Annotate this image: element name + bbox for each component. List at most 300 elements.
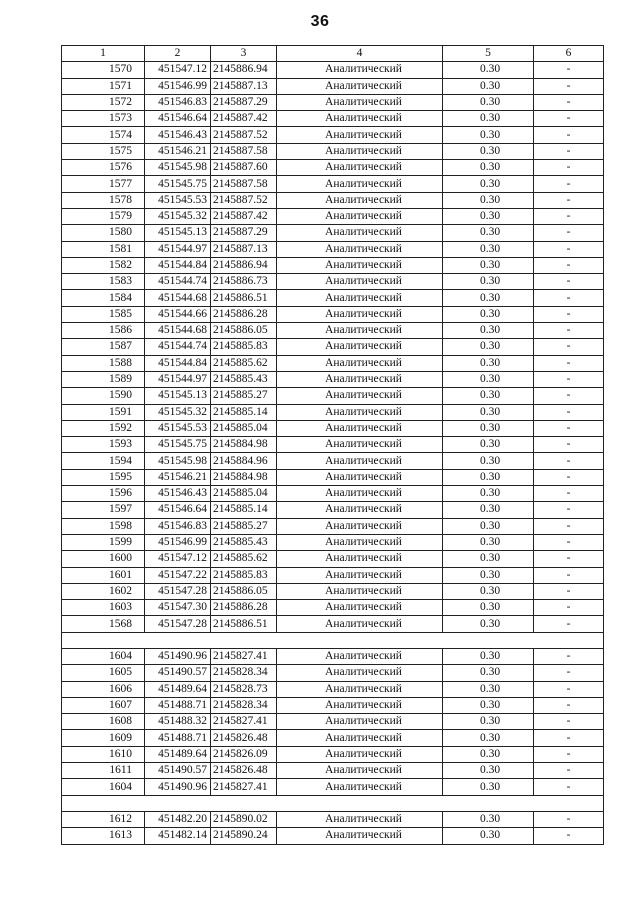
note-cell: - [534, 779, 604, 795]
x-coordinate-cell: 451545.98 [145, 453, 211, 469]
y-coordinate-cell: 2145886.51 [211, 616, 277, 632]
x-coordinate-cell: 451546.83 [145, 518, 211, 534]
x-coordinate-cell: 451546.64 [145, 502, 211, 518]
note-cell: - [534, 111, 604, 127]
y-coordinate-cell: 2145887.58 [211, 176, 277, 192]
method-cell: Аналитический [277, 763, 443, 779]
accuracy-cell: 0.30 [443, 828, 534, 844]
accuracy-cell: 0.30 [443, 290, 534, 306]
note-cell: - [534, 274, 604, 290]
column-header: 5 [443, 46, 534, 62]
y-coordinate-cell: 2145826.48 [211, 763, 277, 779]
method-cell: Аналитический [277, 111, 443, 127]
method-cell: Аналитический [277, 811, 443, 827]
method-cell: Аналитический [277, 567, 443, 583]
x-coordinate-cell: 451544.66 [145, 306, 211, 322]
point-number-cell: 1587 [62, 339, 145, 355]
note-cell: - [534, 94, 604, 110]
y-coordinate-cell: 2145886.51 [211, 290, 277, 306]
point-number-cell: 1604 [62, 648, 145, 664]
point-number-cell: 1603 [62, 600, 145, 616]
method-cell: Аналитический [277, 648, 443, 664]
x-coordinate-cell: 451544.97 [145, 371, 211, 387]
note-cell: - [534, 502, 604, 518]
accuracy-cell: 0.30 [443, 323, 534, 339]
table-row [62, 241, 604, 257]
table-row [62, 697, 604, 713]
table-row [62, 828, 604, 844]
point-number-cell: 1593 [62, 437, 145, 453]
y-coordinate-cell: 2145827.41 [211, 648, 277, 664]
method-cell: Аналитический [277, 437, 443, 453]
y-coordinate-cell: 2145885.62 [211, 355, 277, 371]
table-row [62, 225, 604, 241]
y-coordinate-cell: 2145827.41 [211, 779, 277, 795]
y-coordinate-cell: 2145885.83 [211, 567, 277, 583]
y-coordinate-cell: 2145885.43 [211, 534, 277, 550]
method-cell: Аналитический [277, 681, 443, 697]
x-coordinate-cell: 451546.99 [145, 534, 211, 550]
y-coordinate-cell: 2145885.14 [211, 502, 277, 518]
x-coordinate-cell: 451489.64 [145, 746, 211, 762]
method-cell: Аналитический [277, 518, 443, 534]
table-row [62, 78, 604, 94]
accuracy-cell: 0.30 [443, 143, 534, 159]
table-row [62, 355, 604, 371]
table-row [62, 323, 604, 339]
note-cell: - [534, 534, 604, 550]
accuracy-cell: 0.30 [443, 274, 534, 290]
group-separator-row [62, 795, 604, 811]
y-coordinate-cell: 2145885.43 [211, 371, 277, 387]
accuracy-cell: 0.30 [443, 339, 534, 355]
y-coordinate-cell: 2145890.02 [211, 811, 277, 827]
y-coordinate-cell: 2145885.04 [211, 420, 277, 436]
method-cell: Аналитический [277, 192, 443, 208]
method-cell: Аналитический [277, 371, 443, 387]
note-cell: - [534, 648, 604, 664]
note-cell: - [534, 811, 604, 827]
table-row [62, 616, 604, 632]
y-coordinate-cell: 2145885.04 [211, 486, 277, 502]
x-coordinate-cell: 451547.28 [145, 583, 211, 599]
y-coordinate-cell: 2145890.24 [211, 828, 277, 844]
table-row [62, 486, 604, 502]
accuracy-cell: 0.30 [443, 746, 534, 762]
x-coordinate-cell: 451545.98 [145, 160, 211, 176]
accuracy-cell: 0.30 [443, 437, 534, 453]
table-row [62, 143, 604, 159]
x-coordinate-cell: 451544.68 [145, 290, 211, 306]
method-cell: Аналитический [277, 486, 443, 502]
accuracy-cell: 0.30 [443, 469, 534, 485]
group-separator-row [62, 632, 604, 648]
method-cell: Аналитический [277, 551, 443, 567]
coordinates-table [61, 45, 604, 845]
x-coordinate-cell: 451544.68 [145, 323, 211, 339]
note-cell: - [534, 78, 604, 94]
x-coordinate-cell: 451545.75 [145, 176, 211, 192]
x-coordinate-cell: 451488.32 [145, 714, 211, 730]
y-coordinate-cell: 2145886.05 [211, 323, 277, 339]
note-cell: - [534, 600, 604, 616]
table-row [62, 420, 604, 436]
note-cell: - [534, 371, 604, 387]
accuracy-cell: 0.30 [443, 534, 534, 550]
note-cell: - [534, 388, 604, 404]
table-row [62, 583, 604, 599]
point-number-cell: 1608 [62, 714, 145, 730]
accuracy-cell: 0.30 [443, 453, 534, 469]
accuracy-cell: 0.30 [443, 94, 534, 110]
accuracy-cell: 0.30 [443, 763, 534, 779]
accuracy-cell: 0.30 [443, 648, 534, 664]
note-cell: - [534, 306, 604, 322]
table-row [62, 648, 604, 664]
accuracy-cell: 0.30 [443, 518, 534, 534]
table-row [62, 551, 604, 567]
table-row [62, 714, 604, 730]
table-row [62, 62, 604, 78]
accuracy-cell: 0.30 [443, 665, 534, 681]
accuracy-cell: 0.30 [443, 160, 534, 176]
x-coordinate-cell: 451544.74 [145, 339, 211, 355]
method-cell: Аналитический [277, 730, 443, 746]
accuracy-cell: 0.30 [443, 404, 534, 420]
y-coordinate-cell: 2145887.13 [211, 78, 277, 94]
method-cell: Аналитический [277, 94, 443, 110]
y-coordinate-cell: 2145887.29 [211, 94, 277, 110]
note-cell: - [534, 355, 604, 371]
point-number-cell: 1605 [62, 665, 145, 681]
point-number-cell: 1597 [62, 502, 145, 518]
table-row [62, 208, 604, 224]
y-coordinate-cell: 2145887.13 [211, 241, 277, 257]
point-number-cell: 1607 [62, 697, 145, 713]
point-number-cell: 1583 [62, 274, 145, 290]
y-coordinate-cell: 2145885.83 [211, 339, 277, 355]
x-coordinate-cell: 451547.28 [145, 616, 211, 632]
accuracy-cell: 0.30 [443, 192, 534, 208]
point-number-cell: 1610 [62, 746, 145, 762]
note-cell: - [534, 437, 604, 453]
note-cell: - [534, 486, 604, 502]
column-header: 6 [534, 46, 604, 62]
method-cell: Аналитический [277, 420, 443, 436]
x-coordinate-cell: 451482.14 [145, 828, 211, 844]
column-header: 2 [145, 46, 211, 62]
x-coordinate-cell: 451546.99 [145, 78, 211, 94]
separator-cell [62, 795, 604, 811]
method-cell: Аналитический [277, 355, 443, 371]
accuracy-cell: 0.30 [443, 567, 534, 583]
x-coordinate-cell: 451545.13 [145, 388, 211, 404]
point-number-cell: 1568 [62, 616, 145, 632]
point-number-cell: 1586 [62, 323, 145, 339]
method-cell: Аналитический [277, 714, 443, 730]
note-cell: - [534, 551, 604, 567]
point-number-cell: 1582 [62, 257, 145, 273]
page-number: 36 [310, 13, 330, 30]
point-number-cell: 1574 [62, 127, 145, 143]
note-cell: - [534, 681, 604, 697]
table-row [62, 779, 604, 795]
method-cell: Аналитический [277, 176, 443, 192]
y-coordinate-cell: 2145886.94 [211, 62, 277, 78]
accuracy-cell: 0.30 [443, 779, 534, 795]
point-number-cell: 1604 [62, 779, 145, 795]
y-coordinate-cell: 2145887.52 [211, 192, 277, 208]
x-coordinate-cell: 451544.74 [145, 274, 211, 290]
point-number-cell: 1611 [62, 763, 145, 779]
accuracy-cell: 0.30 [443, 583, 534, 599]
accuracy-cell: 0.30 [443, 78, 534, 94]
x-coordinate-cell: 451547.22 [145, 567, 211, 583]
note-cell: - [534, 730, 604, 746]
y-coordinate-cell: 2145828.34 [211, 697, 277, 713]
method-cell: Аналитический [277, 469, 443, 485]
y-coordinate-cell: 2145885.27 [211, 518, 277, 534]
table-row [62, 127, 604, 143]
point-number-cell: 1580 [62, 225, 145, 241]
column-header: 3 [211, 46, 277, 62]
point-number-cell: 1575 [62, 143, 145, 159]
x-coordinate-cell: 451488.71 [145, 697, 211, 713]
method-cell: Аналитический [277, 208, 443, 224]
column-header: 4 [277, 46, 443, 62]
note-cell: - [534, 257, 604, 273]
note-cell: - [534, 208, 604, 224]
table-row [62, 371, 604, 387]
accuracy-cell: 0.30 [443, 600, 534, 616]
column-header: 1 [62, 46, 145, 62]
method-cell: Аналитический [277, 665, 443, 681]
method-cell: Аналитический [277, 143, 443, 159]
y-coordinate-cell: 2145887.42 [211, 111, 277, 127]
method-cell: Аналитический [277, 534, 443, 550]
point-number-cell: 1613 [62, 828, 145, 844]
method-cell: Аналитический [277, 62, 443, 78]
point-number-cell: 1573 [62, 111, 145, 127]
accuracy-cell: 0.30 [443, 306, 534, 322]
table-row [62, 502, 604, 518]
y-coordinate-cell: 2145887.29 [211, 225, 277, 241]
point-number-cell: 1609 [62, 730, 145, 746]
method-cell: Аналитический [277, 160, 443, 176]
table-row [62, 453, 604, 469]
point-number-cell: 1602 [62, 583, 145, 599]
x-coordinate-cell: 451546.43 [145, 127, 211, 143]
note-cell: - [534, 828, 604, 844]
y-coordinate-cell: 2145828.73 [211, 681, 277, 697]
table-row [62, 274, 604, 290]
point-number-cell: 1572 [62, 94, 145, 110]
point-number-cell: 1599 [62, 534, 145, 550]
note-cell: - [534, 241, 604, 257]
note-cell: - [534, 339, 604, 355]
accuracy-cell: 0.30 [443, 502, 534, 518]
point-number-cell: 1578 [62, 192, 145, 208]
method-cell: Аналитический [277, 306, 443, 322]
x-coordinate-cell: 451546.64 [145, 111, 211, 127]
method-cell: Аналитический [277, 290, 443, 306]
note-cell: - [534, 143, 604, 159]
note-cell: - [534, 192, 604, 208]
x-coordinate-cell: 451544.97 [145, 241, 211, 257]
accuracy-cell: 0.30 [443, 616, 534, 632]
method-cell: Аналитический [277, 241, 443, 257]
table-row [62, 600, 604, 616]
y-coordinate-cell: 2145886.28 [211, 306, 277, 322]
method-cell: Аналитический [277, 828, 443, 844]
x-coordinate-cell: 451547.12 [145, 551, 211, 567]
table-row [62, 176, 604, 192]
note-cell: - [534, 225, 604, 241]
y-coordinate-cell: 2145886.05 [211, 583, 277, 599]
y-coordinate-cell: 2145884.98 [211, 437, 277, 453]
point-number-cell: 1588 [62, 355, 145, 371]
note-cell: - [534, 665, 604, 681]
note-cell: - [534, 453, 604, 469]
point-number-cell: 1601 [62, 567, 145, 583]
y-coordinate-cell: 2145884.96 [211, 453, 277, 469]
note-cell: - [534, 616, 604, 632]
accuracy-cell: 0.30 [443, 176, 534, 192]
note-cell: - [534, 583, 604, 599]
x-coordinate-cell: 451545.53 [145, 420, 211, 436]
point-number-cell: 1571 [62, 78, 145, 94]
table-row [62, 567, 604, 583]
accuracy-cell: 0.30 [443, 388, 534, 404]
accuracy-cell: 0.30 [443, 355, 534, 371]
note-cell: - [534, 567, 604, 583]
note-cell: - [534, 62, 604, 78]
method-cell: Аналитический [277, 453, 443, 469]
point-number-cell: 1594 [62, 453, 145, 469]
x-coordinate-cell: 451545.13 [145, 225, 211, 241]
point-number-cell: 1612 [62, 811, 145, 827]
y-coordinate-cell: 2145886.94 [211, 257, 277, 273]
table-row [62, 111, 604, 127]
table-row [62, 306, 604, 322]
point-number-cell: 1581 [62, 241, 145, 257]
x-coordinate-cell: 451489.64 [145, 681, 211, 697]
table-row [62, 665, 604, 681]
method-cell: Аналитический [277, 404, 443, 420]
method-cell: Аналитический [277, 388, 443, 404]
method-cell: Аналитический [277, 779, 443, 795]
point-number-cell: 1600 [62, 551, 145, 567]
accuracy-cell: 0.30 [443, 208, 534, 224]
point-number-cell: 1592 [62, 420, 145, 436]
point-number-cell: 1584 [62, 290, 145, 306]
x-coordinate-cell: 451490.57 [145, 665, 211, 681]
accuracy-cell: 0.30 [443, 811, 534, 827]
x-coordinate-cell: 451547.12 [145, 62, 211, 78]
point-number-cell: 1606 [62, 681, 145, 697]
method-cell: Аналитический [277, 323, 443, 339]
y-coordinate-cell: 2145886.73 [211, 274, 277, 290]
method-cell: Аналитический [277, 600, 443, 616]
note-cell: - [534, 323, 604, 339]
accuracy-cell: 0.30 [443, 62, 534, 78]
accuracy-cell: 0.30 [443, 730, 534, 746]
x-coordinate-cell: 451546.21 [145, 143, 211, 159]
accuracy-cell: 0.30 [443, 551, 534, 567]
note-cell: - [534, 160, 604, 176]
x-coordinate-cell: 451490.57 [145, 763, 211, 779]
point-number-cell: 1590 [62, 388, 145, 404]
note-cell: - [534, 714, 604, 730]
accuracy-cell: 0.30 [443, 420, 534, 436]
x-coordinate-cell: 451544.84 [145, 257, 211, 273]
x-coordinate-cell: 451544.84 [145, 355, 211, 371]
y-coordinate-cell: 2145887.52 [211, 127, 277, 143]
method-cell: Аналитический [277, 127, 443, 143]
table-header-row [62, 46, 604, 62]
accuracy-cell: 0.30 [443, 486, 534, 502]
note-cell: - [534, 697, 604, 713]
x-coordinate-cell: 451488.71 [145, 730, 211, 746]
note-cell: - [534, 763, 604, 779]
point-number-cell: 1577 [62, 176, 145, 192]
note-cell: - [534, 746, 604, 762]
point-number-cell: 1591 [62, 404, 145, 420]
x-coordinate-cell: 451546.83 [145, 94, 211, 110]
note-cell: - [534, 290, 604, 306]
method-cell: Аналитический [277, 225, 443, 241]
y-coordinate-cell: 2145884.98 [211, 469, 277, 485]
accuracy-cell: 0.30 [443, 225, 534, 241]
table-row [62, 746, 604, 762]
y-coordinate-cell: 2145885.62 [211, 551, 277, 567]
table-row [62, 94, 604, 110]
table-body [62, 62, 604, 844]
table-row [62, 192, 604, 208]
point-number-cell: 1596 [62, 486, 145, 502]
accuracy-cell: 0.30 [443, 257, 534, 273]
accuracy-cell: 0.30 [443, 697, 534, 713]
table-row [62, 404, 604, 420]
table-row [62, 763, 604, 779]
y-coordinate-cell: 2145886.28 [211, 600, 277, 616]
y-coordinate-cell: 2145826.48 [211, 730, 277, 746]
x-coordinate-cell: 451545.75 [145, 437, 211, 453]
note-cell: - [534, 420, 604, 436]
y-coordinate-cell: 2145887.42 [211, 208, 277, 224]
note-cell: - [534, 404, 604, 420]
point-number-cell: 1589 [62, 371, 145, 387]
table-row [62, 469, 604, 485]
note-cell: - [534, 518, 604, 534]
table-row [62, 388, 604, 404]
table-row [62, 339, 604, 355]
table-row [62, 290, 604, 306]
note-cell: - [534, 469, 604, 485]
x-coordinate-cell: 451547.30 [145, 600, 211, 616]
accuracy-cell: 0.30 [443, 681, 534, 697]
point-number-cell: 1598 [62, 518, 145, 534]
method-cell: Аналитический [277, 502, 443, 518]
point-number-cell: 1579 [62, 208, 145, 224]
x-coordinate-cell: 451490.96 [145, 779, 211, 795]
method-cell: Аналитический [277, 257, 443, 273]
x-coordinate-cell: 451545.32 [145, 208, 211, 224]
accuracy-cell: 0.30 [443, 241, 534, 257]
note-cell: - [534, 176, 604, 192]
x-coordinate-cell: 451546.21 [145, 469, 211, 485]
note-cell: - [534, 127, 604, 143]
